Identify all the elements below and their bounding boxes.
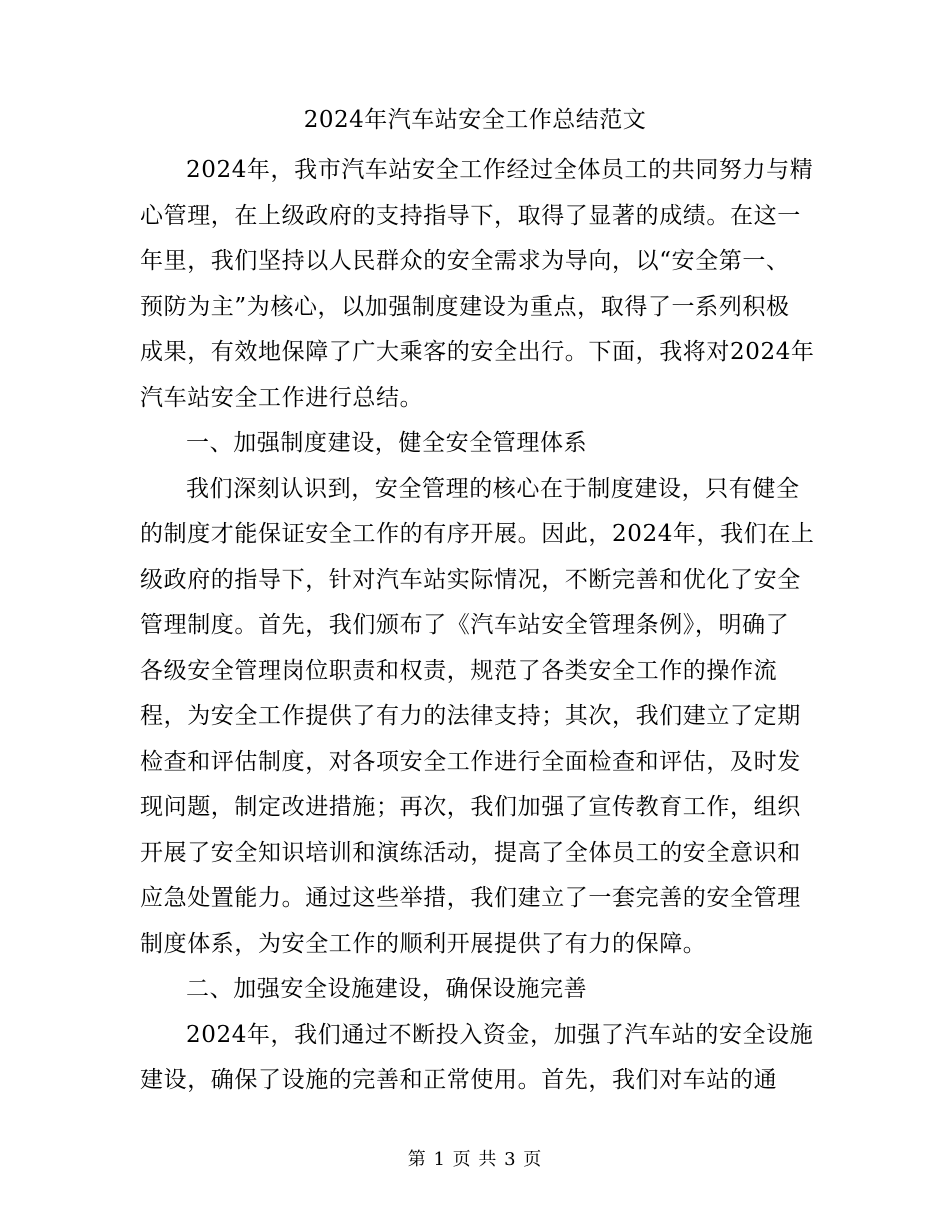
section-heading: 一、加强制度建设，健全安全管理体系 [186,430,588,456]
text-line: 心管理，在上级政府的支持指导下，取得了显著的成绩。在这一 [140,202,801,229]
text-line: 2024年，我们通过不断投入资金，加强了汽车站的安全设施 [186,1021,814,1048]
text-line: 级政府的指导下，针对汽车站实际情况，不断完善和优化了安全 [140,566,801,593]
section-heading: 二、加强安全设施建设，确保设施完善 [186,976,588,1002]
text-line: 制度体系，为安全工作的顺利开展提供了有力的保障。 [140,930,707,957]
page-title: 2024年汽车站安全工作总结范文 [303,107,647,133]
text-line: 程，为安全工作提供了有力的法律支持；其次，我们建立了定期 [140,703,801,729]
page-number-footer: 第 1 页 共 3 页 [407,1149,543,1170]
text-line: 我们深刻认识到，安全管理的核心在于制度建设，只有健全 [186,475,800,502]
text-line: 各级安全管理岗位职责和权责，规范了各类安全工作的操作流 [140,657,778,684]
text-line: 年里，我们坚持以人民群众的安全需求为导向，以“安全第一、 [140,248,790,274]
text-line: 成果，有效地保障了广大乘客的安全出行。下面，我将对2024年 [140,339,815,365]
text-line: 检查和评估制度，对各项安全工作进行全面检查和评估，及时发 [140,748,801,775]
text-line: 2024年，我市汽车站安全工作经过全体员工的共同努力与精 [186,157,814,183]
text-line: 预防为主”为核心，以加强制度建设为重点，取得了一系列积极 [140,293,790,320]
text-line: 现问题，制定改进措施；再次，我们加强了宣传教育工作，组织 [140,794,801,820]
text-line: 开展了安全知识培训和演练活动，提高了全体员工的安全意识和 [140,839,801,866]
text-line: 的制度才能保证安全工作的有序开展。因此，2024年，我们在上 [140,521,815,547]
text-line: 管理制度。首先，我们颁布了《汽车站安全管理条例》，明确了 [140,612,790,638]
text-line: 建设，确保了设施的完善和正常使用。首先，我们对车站的通 [140,1067,778,1093]
text-line: 应急处置能力。通过这些举措，我们建立了一套完善的安全管理 [140,885,801,911]
text-line: 汽车站安全工作进行总结。 [140,384,424,411]
document-body [140,154,815,1110]
